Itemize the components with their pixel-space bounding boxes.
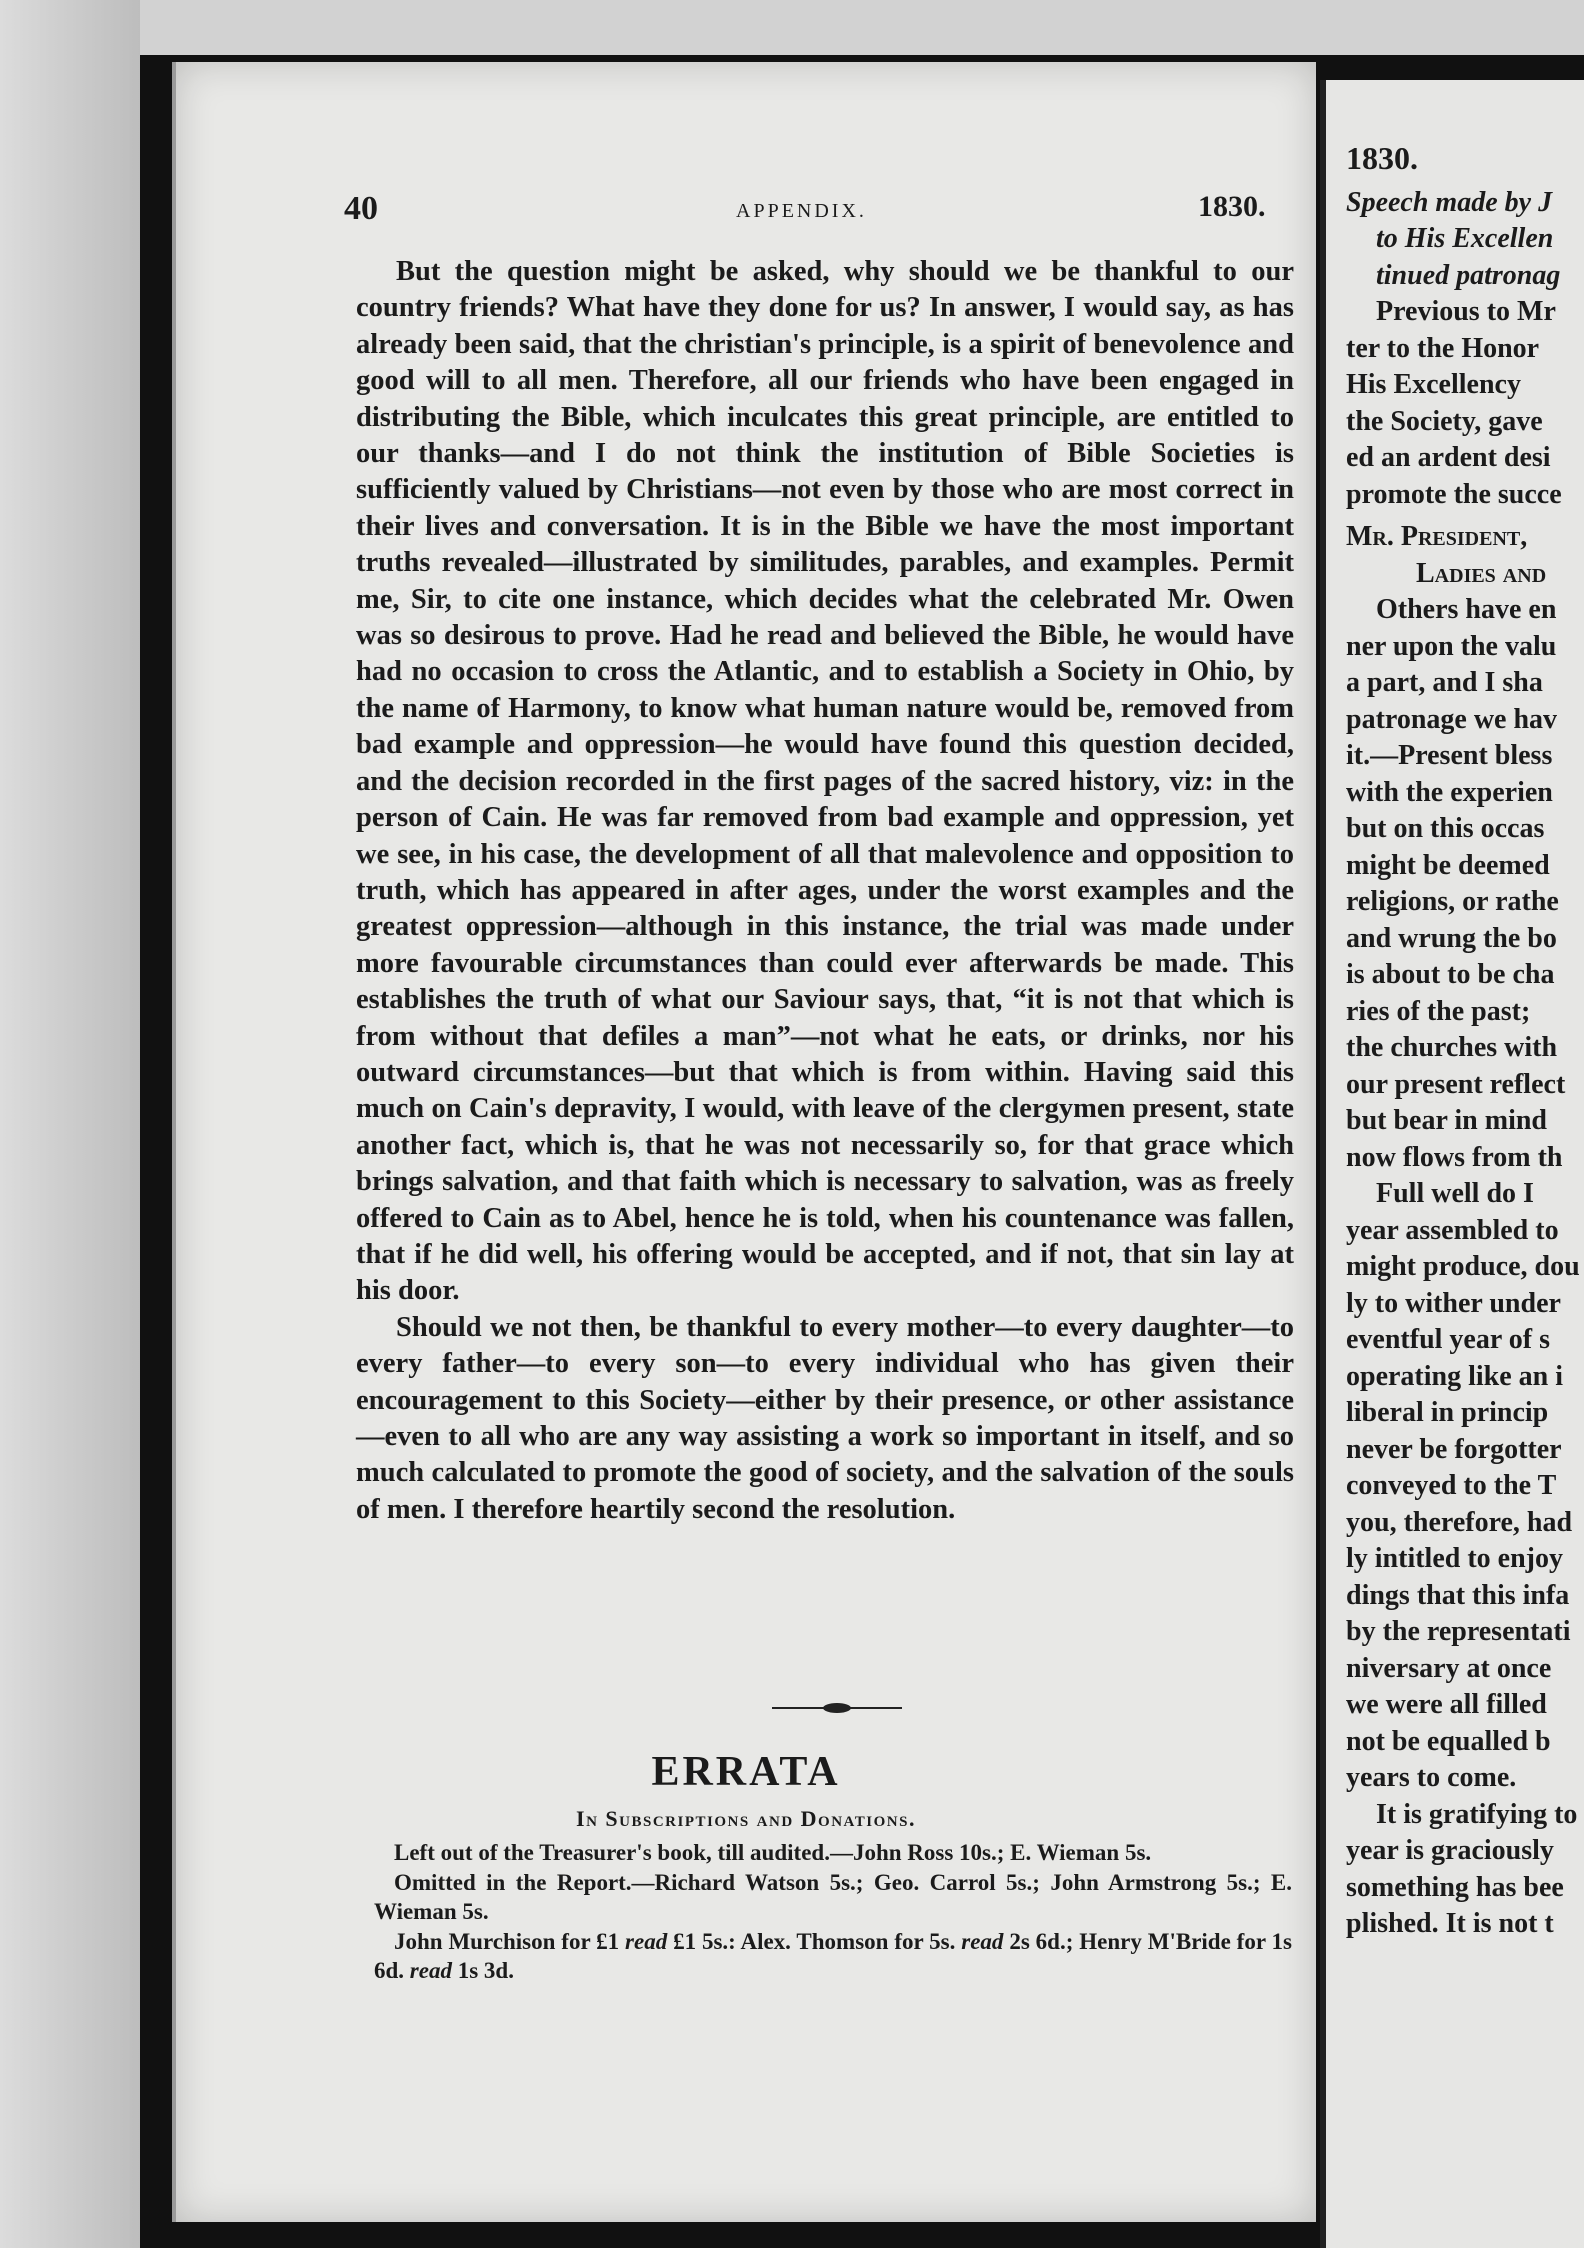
right-text-line: niversary at once xyxy=(1346,1652,1552,1684)
page-number: 40 xyxy=(344,190,378,227)
right-page-fragment xyxy=(1320,80,1584,2248)
right-text-line: might produce, dou xyxy=(1346,1251,1580,1282)
right-text-line: the churches with xyxy=(1346,1032,1558,1063)
errata-line-3-part-a: John Murchison for £1 xyxy=(394,1929,626,1954)
errata-line-3-part-b: £1 5s.: Alex. Thomson for 5s. xyxy=(667,1929,962,1954)
speech-text xyxy=(356,254,1294,1528)
paragraph-1: But the question might be asked, why should we be thankful to our country friends? What have they done for us? In answer, I would say, as has already been said, that the christian's principle, is a spirit of benevolence and good will to all men. Therefore, all our friends who have been engaged in distributing the Bible, which inculcates this great principle, are entitled to our thanks—and I do not think the institution of Bible Societies is sufficiently valued by Christians—not even by those who are most correct in their lives and conversation. It is in the Bible we have the most important truths revealed—illustrated by similitudes, parables, and examples. Permit me, Sir, to cite one instance, which decides what the celebrated Mr. Owen was so desirous to prove. Had he read and believed the Bible, he would have had no occasion to cross the Atlantic, and to establish a Society in Ohio, by the name of Harmony, to know what human nature would be, removed from bad example and oppression—he would have found this question decided, and the decision recorded in the first pages of the sacred history, viz: in the person of Cain. He was far removed from bad example and oppression, yet we see, in his case, the development of all that malevolence and opposition to truth, which has appeared in after ages, under the worst examples and the greatest oppression—although in this instance, the trial was made under more favourable circumstances than could ever afterwards be made. This establishes the truth of what our Saviour says, that, “it is not that which is from without that defiles a man”—not what he eats, or drinks, nor his outward circumstances—but that which is from within. Having said this much on Cain's depravity, I would, with leave of the clergymen present, state another fact, which is, that he was not necessarily so, for that grace which brings salvation, and that faith which is necessary to salvation, was as freely offered to Cain as to Abel, hence he is told, when his countenance was fallen, that if he did well, his offering would be accepted, and if not, that sin lay at his door. xyxy=(356,256,1294,1307)
errata-line-3 xyxy=(374,1927,1292,1985)
ornament-divider xyxy=(772,1702,902,1714)
right-text-line: religions, or rathe xyxy=(1346,886,1559,917)
right-text-line: ly intitled to enjoy xyxy=(1346,1543,1563,1574)
right-text-line: but bear in mind xyxy=(1346,1105,1547,1136)
errata-line-3-part-c: 2s 6d.; Henry M'Bride for 1s 6d. xyxy=(374,1929,1292,1983)
right-text-line: dings that this infa xyxy=(1346,1579,1570,1611)
right-text-line: now flows from th xyxy=(1346,1141,1563,1173)
errata-line-2: Omitted in the Report.—Richard Watson 5s.; Geo. Carrol 5s.; John Armstrong 5s.; E. Wieman 5s. xyxy=(374,1870,1292,1924)
right-text-line: and wrung the bo xyxy=(1346,922,1557,954)
right-text-line: something has bee xyxy=(1346,1871,1564,1903)
right-text-line: Full well do I xyxy=(1376,1178,1534,1209)
read-word-3: read xyxy=(409,1958,452,1983)
errata-title: ERRATA xyxy=(651,1749,841,1795)
right-text-line: might be deemed xyxy=(1346,849,1550,881)
right-text-line: liberal in princip xyxy=(1346,1397,1549,1428)
read-word-2: read xyxy=(961,1929,1004,1954)
right-text-line: the Society, gave xyxy=(1346,405,1543,437)
right-text-line: is about to be cha xyxy=(1346,959,1555,990)
read-word-1: read xyxy=(625,1929,668,1954)
right-text-line: ries of the past; xyxy=(1346,995,1531,1027)
right-text-line: ly to wither under xyxy=(1346,1287,1561,1319)
right-text-line: a part, and I sha xyxy=(1346,667,1543,698)
right-text-line: year assembled to xyxy=(1346,1214,1559,1246)
right-text-line: operating like an i xyxy=(1346,1360,1564,1392)
right-text-line: but on this occas xyxy=(1346,813,1545,844)
right-text-line: It is gratifying to xyxy=(1376,1798,1578,1830)
right-text-line: plished. It is not t xyxy=(1346,1908,1554,1939)
errata-list xyxy=(374,1838,1292,1986)
errata-subtitle: In Subscriptions and Donations. xyxy=(576,1806,916,1831)
right-text-block xyxy=(1346,592,1584,1943)
speech-heading-line: to His Excellen xyxy=(1376,223,1554,254)
right-text-line: year is graciously xyxy=(1346,1835,1554,1866)
right-text-line: ed an ardent desi xyxy=(1346,442,1551,473)
right-text-line: Others have en xyxy=(1376,594,1557,625)
right-text-line: Previous to Mr xyxy=(1376,296,1556,327)
right-text-line: not be equalled b xyxy=(1346,1725,1551,1757)
page-header xyxy=(176,190,1316,250)
right-text-line: it.—Present bless xyxy=(1346,740,1553,771)
address-line: Mr. President, xyxy=(1346,521,1528,552)
right-text-line: never be forgotter xyxy=(1346,1433,1562,1465)
speech-heading-line: tinued patronag xyxy=(1376,259,1561,291)
right-text-line: ner upon the valu xyxy=(1346,630,1557,662)
speech-heading-line: Speech made by J xyxy=(1346,186,1553,218)
right-text-line: our present reflect xyxy=(1346,1068,1566,1100)
right-text-line: by the representati xyxy=(1346,1616,1571,1647)
address-line: Ladies and xyxy=(1416,557,1547,589)
right-text-line: we were all filled xyxy=(1346,1689,1547,1720)
right-text-line: patronage we hav xyxy=(1346,703,1558,735)
right-text-line: promote the succe xyxy=(1346,478,1562,510)
right-text-line: eventful year of s xyxy=(1346,1324,1550,1355)
scan-top-edge xyxy=(0,0,1584,55)
right-text-line: with the experien xyxy=(1346,776,1553,808)
errata-line-1: Left out of the Treasurer's book, till audited.—John Ross 10s.; E. Wieman 5s. xyxy=(394,1840,1152,1865)
left-page xyxy=(172,62,1316,2222)
scan-left-edge xyxy=(0,0,140,2248)
paragraph-2: Should we not then, be thankful to every mother—to every daughter—to every father—to every son—to every individual who has given their encouragement to this Society—either by their presence, or other assistance—even to all who are any way assisting a work so important in itself, and so much calculated to promote the good of society, and the salvation of the souls of men. I therefore heartily second the resolution. xyxy=(356,1311,1294,1525)
running-title: APPENDIX. xyxy=(736,200,867,222)
right-text-line: ter to the Honor xyxy=(1346,332,1540,364)
errata-line-3-part-d: 1s 3d. xyxy=(451,1958,514,1983)
right-text-line: His Excellency xyxy=(1346,369,1521,400)
right-page-text xyxy=(1346,140,1584,1943)
right-text-line: years to come. xyxy=(1346,1762,1517,1793)
right-page-year: 1830. xyxy=(1346,140,1418,176)
right-text-line: conveyed to the T xyxy=(1346,1470,1557,1501)
page-year: 1830. xyxy=(1198,190,1266,223)
right-text-line: you, therefore, had xyxy=(1346,1506,1573,1538)
